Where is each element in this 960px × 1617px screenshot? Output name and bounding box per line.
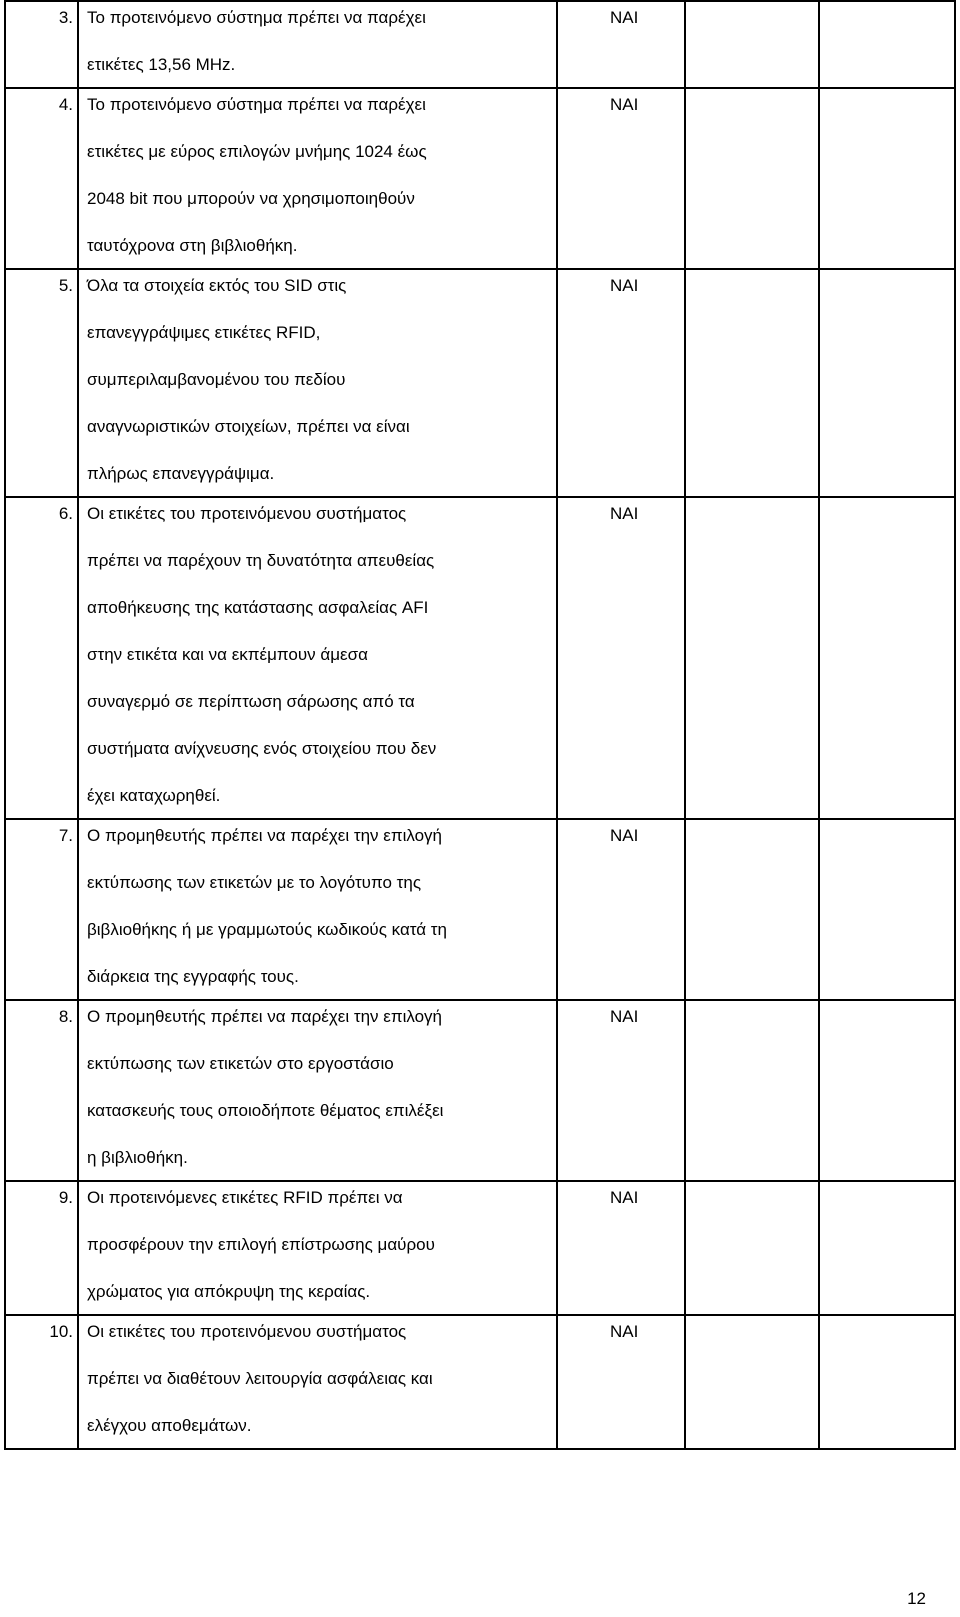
- table-row: [5, 88, 955, 269]
- item-number: 7.: [5, 819, 78, 1000]
- requirement-line: Όλα τα στοιχεία εκτός του SID στις: [87, 276, 347, 295]
- table-row: [5, 819, 955, 1000]
- requirement-line: ταυτόχρονα στη βιβλιοθήκη.: [87, 236, 298, 255]
- compliance-answer: ΝΑΙ: [557, 1181, 685, 1315]
- requirement-line: κατασκευής τους οποιοδήποτε θέματος επιλέξει: [87, 1101, 444, 1120]
- requirement-line: Οι προτεινόμενες ετικέτες RFID πρέπει να: [87, 1188, 403, 1207]
- reference-cell: [685, 88, 819, 269]
- compliance-answer: ΝΑΙ: [557, 819, 685, 1000]
- requirement-line: αποθήκευσης της κατάστασης ασφαλείας AFI: [87, 598, 429, 617]
- table-row: [5, 269, 955, 497]
- requirement-line: ελέγχου αποθεμάτων.: [87, 1416, 252, 1435]
- requirement-text: [78, 269, 557, 497]
- reference-cell: [685, 1181, 819, 1315]
- compliance-answer: ΝΑΙ: [557, 1315, 685, 1449]
- reference-cell: [685, 269, 819, 497]
- table-row: [5, 1315, 955, 1449]
- reference-cell: [685, 1315, 819, 1449]
- notes-cell: [819, 1, 955, 88]
- requirement-line: στην ετικέτα και να εκπέμπουν άμεσα: [87, 645, 368, 664]
- requirement-line: Οι ετικέτες του προτεινόμενου συστήματος: [87, 504, 407, 523]
- requirement-line: εκτύπωσης των ετικετών στο εργοστάσιο: [87, 1054, 394, 1073]
- requirement-line: Οι ετικέτες του προτεινόμενου συστήματος: [87, 1322, 407, 1341]
- requirement-text: [78, 497, 557, 819]
- requirement-line: συναγερμό σε περίπτωση σάρωσης από τα: [87, 692, 415, 711]
- requirement-line: συστήματα ανίχνευσης ενός στοιχείου που δεν: [87, 739, 437, 758]
- requirement-line: πλήρως επανεγγράψιμα.: [87, 464, 275, 483]
- requirement-line: προσφέρουν την επιλογή επίστρωσης μαύρου: [87, 1235, 435, 1254]
- reference-cell: [685, 819, 819, 1000]
- item-number: 9.: [5, 1181, 78, 1315]
- compliance-answer: ΝΑΙ: [557, 1, 685, 88]
- notes-cell: [819, 497, 955, 819]
- requirement-line: Το προτεινόμενο σύστημα πρέπει να παρέχει: [87, 8, 426, 27]
- table-row: [5, 1181, 955, 1315]
- notes-cell: [819, 819, 955, 1000]
- notes-cell: [819, 88, 955, 269]
- requirement-line: Το προτεινόμενο σύστημα πρέπει να παρέχει: [87, 95, 426, 114]
- requirement-line: αναγνωριστικών στοιχείων, πρέπει να είναι: [87, 417, 410, 436]
- requirement-line: η βιβλιοθήκη.: [87, 1148, 188, 1167]
- requirement-line: ετικέτες με εύρος επιλογών μνήμης 1024 έως: [87, 142, 427, 161]
- notes-cell: [819, 269, 955, 497]
- compliance-answer: ΝΑΙ: [557, 269, 685, 497]
- notes-cell: [819, 1315, 955, 1449]
- page-number: 12: [907, 1589, 926, 1608]
- item-number: 4.: [5, 88, 78, 269]
- requirement-text: [78, 88, 557, 269]
- requirement-text: [78, 1000, 557, 1181]
- compliance-answer: ΝΑΙ: [557, 88, 685, 269]
- table-row: [5, 1, 955, 88]
- requirement-text: [78, 1315, 557, 1449]
- requirement-line: εκτύπωσης των ετικετών με το λογότυπο της: [87, 873, 422, 892]
- specification-table-body: [5, 1, 955, 1449]
- requirement-line: επανεγγράψιμες ετικέτες RFID,: [87, 323, 321, 342]
- table-row: [5, 497, 955, 819]
- item-number: 3.: [5, 1, 78, 88]
- requirement-line: χρώματος για απόκρυψη της κεραίας.: [87, 1282, 371, 1301]
- item-number: 5.: [5, 269, 78, 497]
- requirement-line: ετικέτες 13,56 MHz.: [87, 55, 236, 74]
- requirement-line: Ο προμηθευτής πρέπει να παρέχει την επιλογή: [87, 1007, 442, 1026]
- requirement-text: [78, 1181, 557, 1315]
- requirement-line: βιβλιοθήκης ή με γραμμωτούς κωδικούς κατά τη: [87, 920, 447, 939]
- requirement-text: [78, 1, 557, 88]
- requirement-text: [78, 819, 557, 1000]
- requirement-line: πρέπει να παρέχουν τη δυνατότητα απευθείας: [87, 551, 435, 570]
- compliance-answer: ΝΑΙ: [557, 1000, 685, 1181]
- requirement-line: Ο προμηθευτής πρέπει να παρέχει την επιλογή: [87, 826, 442, 845]
- item-number: 6.: [5, 497, 78, 819]
- item-number: 10.: [5, 1315, 78, 1449]
- table-row: [5, 1000, 955, 1181]
- specification-table: [4, 0, 956, 1450]
- requirement-line: 2048 bit που μπορούν να χρησιμοποιηθούν: [87, 189, 415, 208]
- reference-cell: [685, 1000, 819, 1181]
- reference-cell: [685, 1, 819, 88]
- requirement-line: συμπεριλαμβανομένου του πεδίου: [87, 370, 346, 389]
- notes-cell: [819, 1000, 955, 1181]
- requirement-line: πρέπει να διαθέτουν λειτουργία ασφάλειας και: [87, 1369, 433, 1388]
- item-number: 8.: [5, 1000, 78, 1181]
- requirement-line: έχει καταχωρηθεί.: [87, 786, 221, 805]
- compliance-answer: ΝΑΙ: [557, 497, 685, 819]
- notes-cell: [819, 1181, 955, 1315]
- reference-cell: [685, 497, 819, 819]
- requirement-line: διάρκεια της εγγραφής τους.: [87, 967, 299, 986]
